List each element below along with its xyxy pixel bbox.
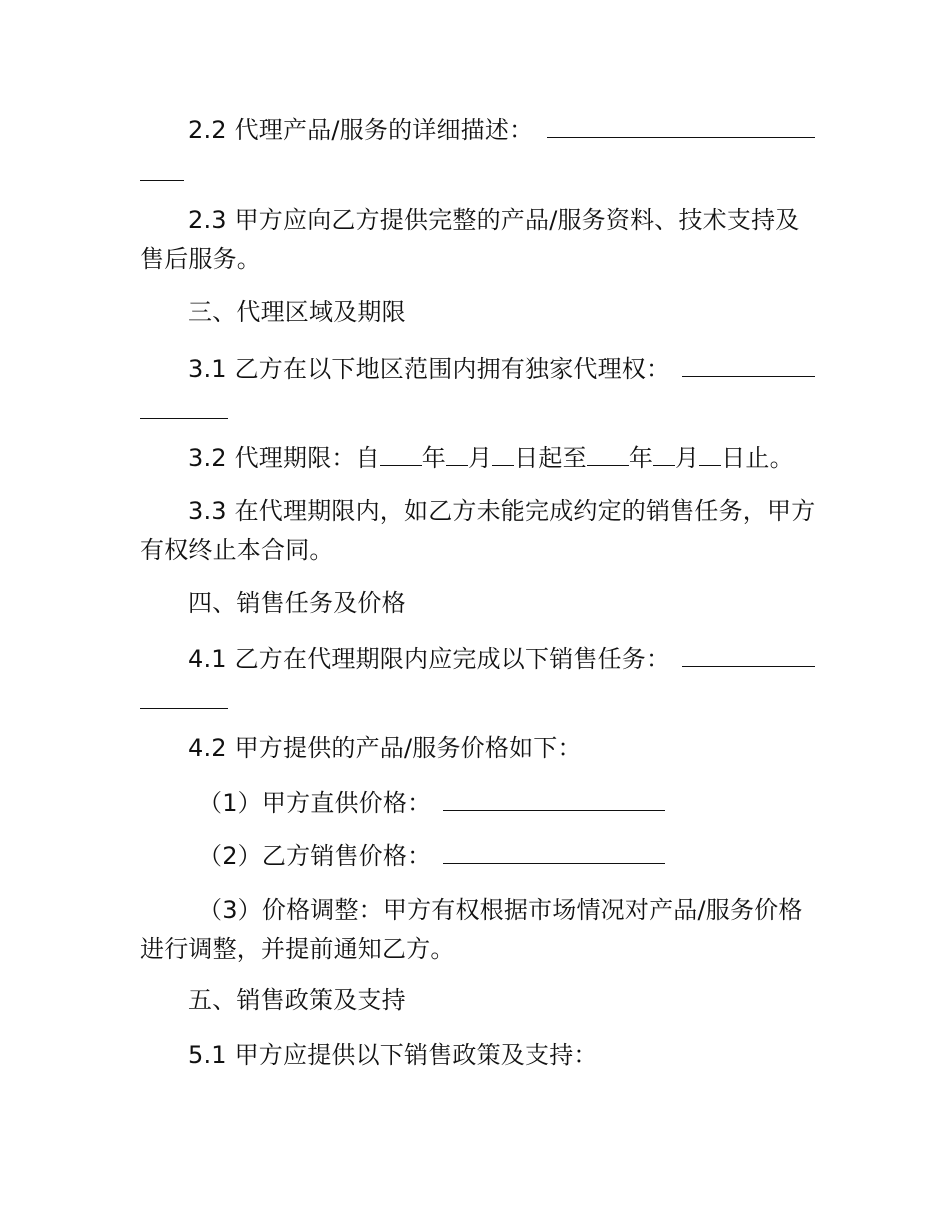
- year-blank: [587, 443, 629, 466]
- clause-3-2-prefix: 3.2 代理期限：自: [188, 444, 380, 472]
- clause-3-2-month2: 月: [675, 444, 700, 472]
- fill-blank: [682, 354, 815, 377]
- fill-blank-continuation: [140, 708, 228, 709]
- clause-2-3: 2.3 甲方应向乙方提供完整的产品/服务资料、技术支持及售后服务。: [140, 206, 800, 273]
- clause-3-2-year1: 年: [421, 444, 446, 472]
- clause-4-1: [140, 640, 820, 679]
- price-item-2-text: （2）乙方销售价格：: [198, 842, 432, 870]
- section-heading-4: 四、销售任务及价格: [188, 589, 406, 617]
- fill-blank: [443, 841, 665, 864]
- clause-4-2: 4.2 甲方提供的产品/服务价格如下：: [188, 734, 582, 762]
- section-heading-3: 三、代理区域及期限: [188, 298, 406, 326]
- year-blank: [380, 443, 422, 466]
- clause-2-2-text: 2.2 代理产品/服务的详细描述：: [188, 116, 534, 144]
- price-item-1-text: （1）甲方直供价格：: [198, 789, 432, 817]
- price-item-3: （3）价格调整：甲方有权根据市场情况对产品/服务价格进行调整，并提前通知乙方。: [140, 896, 803, 963]
- fill-blank-continuation: [140, 418, 228, 419]
- clause-3-2-month1: 月: [468, 444, 493, 472]
- clause-3-2-day1: 日起至: [514, 444, 587, 472]
- clause-3-2: [140, 439, 820, 478]
- price-item-2: [140, 837, 820, 876]
- clause-3-1-text: 3.1 乙方在以下地区范围内拥有独家代理权：: [188, 355, 671, 383]
- fill-blank-continuation: [140, 180, 184, 181]
- month-blank: [446, 443, 468, 466]
- fill-blank: [682, 644, 815, 667]
- clause-4-1-text: 4.1 乙方在代理期限内应完成以下销售任务：: [188, 645, 671, 673]
- clause-3-3: 3.3 在代理期限内，如乙方未能完成约定的销售任务，甲方有权终止本合同。: [140, 497, 816, 564]
- clause-3-2-day2: 日止。: [721, 444, 794, 472]
- section-heading-5: 五、销售政策及支持: [188, 986, 406, 1014]
- price-item-1: [140, 784, 820, 823]
- month-blank: [653, 443, 675, 466]
- clause-2-2: [140, 111, 820, 150]
- fill-blank: [547, 115, 815, 138]
- day-blank: [492, 443, 514, 466]
- fill-blank: [443, 788, 665, 811]
- clause-3-1: [140, 350, 820, 389]
- clause-5-1: 5.1 甲方应提供以下销售政策及支持：: [188, 1041, 598, 1069]
- day-blank: [699, 443, 721, 466]
- clause-3-2-year2: 年: [628, 444, 654, 472]
